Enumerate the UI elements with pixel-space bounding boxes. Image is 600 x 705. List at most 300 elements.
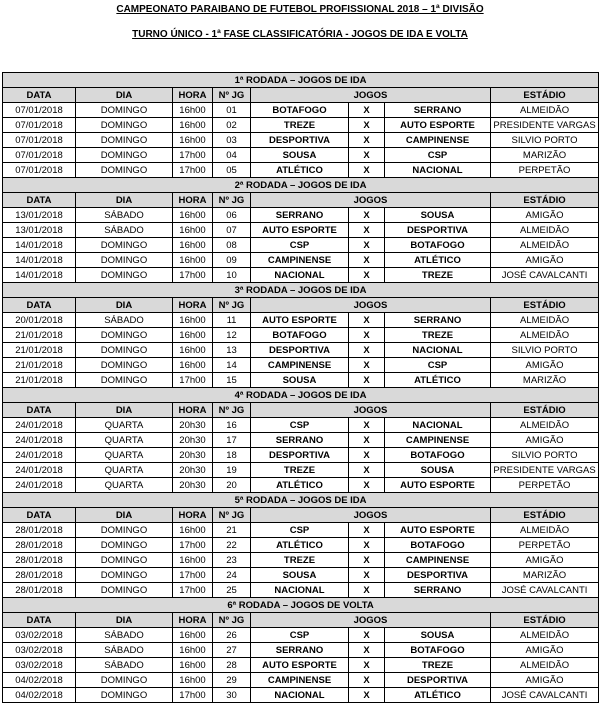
game-number: 04: [213, 148, 251, 163]
game-time: 17h00: [173, 148, 213, 163]
stadium: MARIZÃO: [491, 373, 599, 388]
game-day: DOMINGO: [76, 133, 173, 148]
game-number: 03: [213, 133, 251, 148]
game-time: 20h30: [173, 478, 213, 493]
versus: X: [349, 478, 385, 493]
game-row: [3, 253, 599, 268]
game-time: 16h00: [173, 238, 213, 253]
game-day: DOMINGO: [76, 568, 173, 583]
game-date: 07/01/2018: [3, 148, 76, 163]
game-time: 16h00: [173, 223, 213, 238]
away-team: AUTO ESPORTE: [385, 118, 491, 133]
game-day: SÁBADO: [76, 208, 173, 223]
game-row: [3, 103, 599, 118]
game-number: 30: [213, 688, 251, 703]
header-dia: DIA: [76, 403, 173, 418]
game-row: [3, 433, 599, 448]
versus: X: [349, 148, 385, 163]
stadium: ALMEIDÃO: [491, 328, 599, 343]
stadium: AMIGÃO: [491, 358, 599, 373]
away-team: TREZE: [385, 658, 491, 673]
column-header-row: [3, 88, 599, 103]
home-team: NACIONAL: [251, 688, 349, 703]
game-number: 26: [213, 628, 251, 643]
versus: X: [349, 223, 385, 238]
stadium: SILVIO PORTO: [491, 133, 599, 148]
round-title: 5ª RODADA – JOGOS DE IDA: [3, 493, 599, 508]
home-team: NACIONAL: [251, 583, 349, 598]
versus: X: [349, 433, 385, 448]
stadium: PRESIDENTE VARGAS: [491, 463, 599, 478]
game-number: 18: [213, 448, 251, 463]
stadium: ALMEIDÃO: [491, 418, 599, 433]
stadium: PRESIDENTE VARGAS: [491, 118, 599, 133]
versus: X: [349, 118, 385, 133]
home-team: CSP: [251, 628, 349, 643]
game-day: QUARTA: [76, 433, 173, 448]
game-date: 07/01/2018: [3, 118, 76, 133]
game-day: DOMINGO: [76, 343, 173, 358]
home-team: CAMPINENSE: [251, 358, 349, 373]
header-jg: Nº JG: [213, 508, 251, 523]
game-row: [3, 328, 599, 343]
home-team: SERRANO: [251, 643, 349, 658]
away-team: AUTO ESPORTE: [385, 478, 491, 493]
versus: X: [349, 343, 385, 358]
stadium: ALMEIDÃO: [491, 103, 599, 118]
away-team: CSP: [385, 358, 491, 373]
versus: X: [349, 628, 385, 643]
game-number: 15: [213, 373, 251, 388]
game-day: DOMINGO: [76, 103, 173, 118]
game-number: 20: [213, 478, 251, 493]
away-team: DESPORTIVA: [385, 223, 491, 238]
game-row: [3, 688, 599, 703]
home-team: CSP: [251, 523, 349, 538]
stadium: AMIGÃO: [491, 208, 599, 223]
round-title-row: [3, 178, 599, 193]
column-header-row: [3, 193, 599, 208]
column-header-row: [3, 298, 599, 313]
game-number: 23: [213, 553, 251, 568]
game-row: [3, 343, 599, 358]
game-number: 12: [213, 328, 251, 343]
header-hora: HORA: [173, 88, 213, 103]
header-dia: DIA: [76, 298, 173, 313]
round-title-row: [3, 73, 599, 88]
game-time: 16h00: [173, 643, 213, 658]
game-date: 24/01/2018: [3, 418, 76, 433]
game-row: [3, 418, 599, 433]
game-row: [3, 358, 599, 373]
versus: X: [349, 313, 385, 328]
versus: X: [349, 643, 385, 658]
game-time: 20h30: [173, 433, 213, 448]
game-date: 14/01/2018: [3, 253, 76, 268]
game-date: 21/01/2018: [3, 343, 76, 358]
stadium: AMIGÃO: [491, 253, 599, 268]
stadium: AMIGÃO: [491, 433, 599, 448]
away-team: BOTAFOGO: [385, 238, 491, 253]
game-row: [3, 568, 599, 583]
home-team: ATLÉTICO: [251, 538, 349, 553]
game-day: DOMINGO: [76, 253, 173, 268]
game-row: [3, 478, 599, 493]
game-row: [3, 118, 599, 133]
game-number: 07: [213, 223, 251, 238]
header-data: DATA: [3, 193, 76, 208]
game-time: 20h30: [173, 418, 213, 433]
home-team: AUTO ESPORTE: [251, 313, 349, 328]
stadium: PERPETÃO: [491, 478, 599, 493]
game-day: DOMINGO: [76, 328, 173, 343]
header-estadio: ESTÁDIO: [491, 403, 599, 418]
game-number: 27: [213, 643, 251, 658]
versus: X: [349, 673, 385, 688]
header-jogos: JOGOS: [251, 298, 491, 313]
game-time: 16h00: [173, 253, 213, 268]
game-date: 04/02/2018: [3, 673, 76, 688]
game-time: 20h30: [173, 463, 213, 478]
game-date: 13/01/2018: [3, 208, 76, 223]
home-team: DESPORTIVA: [251, 133, 349, 148]
versus: X: [349, 253, 385, 268]
game-time: 16h00: [173, 328, 213, 343]
game-time: 16h00: [173, 343, 213, 358]
header-data: DATA: [3, 403, 76, 418]
away-team: SERRANO: [385, 103, 491, 118]
game-number: 22: [213, 538, 251, 553]
game-day: SÁBADO: [76, 628, 173, 643]
game-time: 17h00: [173, 373, 213, 388]
versus: X: [349, 328, 385, 343]
game-number: 02: [213, 118, 251, 133]
home-team: TREZE: [251, 553, 349, 568]
game-day: SÁBADO: [76, 313, 173, 328]
game-date: 03/02/2018: [3, 658, 76, 673]
versus: X: [349, 523, 385, 538]
versus: X: [349, 658, 385, 673]
game-row: [3, 223, 599, 238]
game-date: 04/02/2018: [3, 688, 76, 703]
game-date: 13/01/2018: [3, 223, 76, 238]
stadium: PERPETÃO: [491, 538, 599, 553]
game-row: [3, 313, 599, 328]
game-time: 17h00: [173, 268, 213, 283]
home-team: AUTO ESPORTE: [251, 658, 349, 673]
game-row: [3, 523, 599, 538]
header-data: DATA: [3, 613, 76, 628]
game-date: 03/02/2018: [3, 643, 76, 658]
home-team: BOTAFOGO: [251, 328, 349, 343]
header-jg: Nº JG: [213, 613, 251, 628]
game-time: 16h00: [173, 208, 213, 223]
stadium: AMIGÃO: [491, 673, 599, 688]
game-date: 07/01/2018: [3, 163, 76, 178]
game-date: 28/01/2018: [3, 553, 76, 568]
game-day: QUARTA: [76, 418, 173, 433]
away-team: CAMPINENSE: [385, 433, 491, 448]
away-team: BOTAFOGO: [385, 643, 491, 658]
home-team: TREZE: [251, 118, 349, 133]
game-row: [3, 538, 599, 553]
page-subtitle: TURNO ÚNICO - 1ª FASE CLASSIFICATÓRIA - JOGOS DE IDA E VOLTA: [132, 29, 468, 40]
stadium: ALMEIDÃO: [491, 658, 599, 673]
versus: X: [349, 418, 385, 433]
game-time: 17h00: [173, 538, 213, 553]
game-date: 21/01/2018: [3, 328, 76, 343]
game-row: [3, 238, 599, 253]
away-team: DESPORTIVA: [385, 673, 491, 688]
away-team: NACIONAL: [385, 163, 491, 178]
game-number: 09: [213, 253, 251, 268]
game-row: [3, 463, 599, 478]
game-day: SÁBADO: [76, 643, 173, 658]
game-time: 16h00: [173, 673, 213, 688]
game-day: DOMINGO: [76, 148, 173, 163]
game-row: [3, 133, 599, 148]
schedule-table: [2, 72, 599, 703]
game-row: [3, 553, 599, 568]
away-team: NACIONAL: [385, 343, 491, 358]
stadium: SILVIO PORTO: [491, 343, 599, 358]
game-date: 28/01/2018: [3, 523, 76, 538]
stadium: ALMEIDÃO: [491, 628, 599, 643]
stadium: JOSÉ CAVALCANTI: [491, 688, 599, 703]
game-row: [3, 163, 599, 178]
home-team: SOUSA: [251, 568, 349, 583]
home-team: NACIONAL: [251, 268, 349, 283]
versus: X: [349, 448, 385, 463]
header-dia: DIA: [76, 508, 173, 523]
round-title: 1ª RODADA – JOGOS DE IDA: [3, 73, 599, 88]
game-row: [3, 583, 599, 598]
header-jogos: JOGOS: [251, 613, 491, 628]
game-day: QUARTA: [76, 463, 173, 478]
away-team: TREZE: [385, 328, 491, 343]
home-team: TREZE: [251, 463, 349, 478]
game-number: 21: [213, 523, 251, 538]
game-number: 05: [213, 163, 251, 178]
home-team: CAMPINENSE: [251, 253, 349, 268]
stadium: JOSÉ CAVALCANTI: [491, 583, 599, 598]
round-title-row: [3, 493, 599, 508]
home-team: SOUSA: [251, 373, 349, 388]
header-jogos: JOGOS: [251, 193, 491, 208]
game-row: [3, 448, 599, 463]
header-hora: HORA: [173, 403, 213, 418]
game-number: 19: [213, 463, 251, 478]
game-day: SÁBADO: [76, 223, 173, 238]
header-hora: HORA: [173, 193, 213, 208]
game-date: 07/01/2018: [3, 103, 76, 118]
game-time: 16h00: [173, 313, 213, 328]
header-jg: Nº JG: [213, 88, 251, 103]
header-jg: Nº JG: [213, 298, 251, 313]
home-team: BOTAFOGO: [251, 103, 349, 118]
away-team: SOUSA: [385, 463, 491, 478]
round-title: 4ª RODADA – JOGOS DE IDA: [3, 388, 599, 403]
column-header-row: [3, 613, 599, 628]
away-team: SOUSA: [385, 208, 491, 223]
away-team: SERRANO: [385, 313, 491, 328]
game-date: 14/01/2018: [3, 238, 76, 253]
header-estadio: ESTÁDIO: [491, 193, 599, 208]
stadium: ALMEIDÃO: [491, 523, 599, 538]
game-day: DOMINGO: [76, 373, 173, 388]
game-date: 20/01/2018: [3, 313, 76, 328]
game-time: 20h30: [173, 448, 213, 463]
game-date: 24/01/2018: [3, 478, 76, 493]
game-time: 17h00: [173, 583, 213, 598]
away-team: DESPORTIVA: [385, 568, 491, 583]
stadium: AMIGÃO: [491, 553, 599, 568]
away-team: AUTO ESPORTE: [385, 523, 491, 538]
header-estadio: ESTÁDIO: [491, 508, 599, 523]
game-time: 16h00: [173, 133, 213, 148]
game-row: [3, 208, 599, 223]
game-date: 24/01/2018: [3, 448, 76, 463]
header-data: DATA: [3, 508, 76, 523]
away-team: ATLÉTICO: [385, 373, 491, 388]
home-team: DESPORTIVA: [251, 343, 349, 358]
stadium: PERPETÃO: [491, 163, 599, 178]
round-title: 2ª RODADA – JOGOS DE IDA: [3, 178, 599, 193]
round-title-row: [3, 388, 599, 403]
game-date: 07/01/2018: [3, 133, 76, 148]
game-row: [3, 643, 599, 658]
game-row: [3, 628, 599, 643]
column-header-row: [3, 508, 599, 523]
game-day: QUARTA: [76, 448, 173, 463]
away-team: CAMPINENSE: [385, 553, 491, 568]
game-number: 01: [213, 103, 251, 118]
game-time: 16h00: [173, 628, 213, 643]
home-team: ATLÉTICO: [251, 163, 349, 178]
away-team: NACIONAL: [385, 418, 491, 433]
game-date: 28/01/2018: [3, 568, 76, 583]
game-time: 17h00: [173, 568, 213, 583]
header-estadio: ESTÁDIO: [491, 613, 599, 628]
game-time: 16h00: [173, 358, 213, 373]
stadium: ALMEIDÃO: [491, 223, 599, 238]
home-team: CSP: [251, 238, 349, 253]
header-jg: Nº JG: [213, 403, 251, 418]
round-title: 3ª RODADA – JOGOS DE IDA: [3, 283, 599, 298]
header-data: DATA: [3, 88, 76, 103]
game-date: 24/01/2018: [3, 463, 76, 478]
round-title-row: [3, 598, 599, 613]
page-title: CAMPEONATO PARAIBANO DE FUTEBOL PROFISSIONAL 2018 – 1ª DIVISÃO: [116, 4, 484, 15]
home-team: SERRANO: [251, 433, 349, 448]
game-day: QUARTA: [76, 478, 173, 493]
versus: X: [349, 553, 385, 568]
game-day: DOMINGO: [76, 163, 173, 178]
column-header-row: [3, 403, 599, 418]
round-title-row: [3, 283, 599, 298]
game-time: 16h00: [173, 523, 213, 538]
game-number: 06: [213, 208, 251, 223]
game-time: 17h00: [173, 163, 213, 178]
home-team: SOUSA: [251, 148, 349, 163]
home-team: CAMPINENSE: [251, 673, 349, 688]
header-estadio: ESTÁDIO: [491, 298, 599, 313]
home-team: SERRANO: [251, 208, 349, 223]
schedule-table-wrapper: [2, 72, 598, 703]
game-row: [3, 373, 599, 388]
game-date: 14/01/2018: [3, 268, 76, 283]
stadium: MARIZÃO: [491, 568, 599, 583]
game-number: 29: [213, 673, 251, 688]
game-row: [3, 673, 599, 688]
away-team: ATLÉTICO: [385, 253, 491, 268]
header-jg: Nº JG: [213, 193, 251, 208]
versus: X: [349, 373, 385, 388]
game-number: 24: [213, 568, 251, 583]
stadium: ALMEIDÃO: [491, 238, 599, 253]
header-dia: DIA: [76, 88, 173, 103]
away-team: BOTAFOGO: [385, 448, 491, 463]
game-date: 28/01/2018: [3, 538, 76, 553]
header-data: DATA: [3, 298, 76, 313]
home-team: AUTO ESPORTE: [251, 223, 349, 238]
game-day: DOMINGO: [76, 553, 173, 568]
home-team: CSP: [251, 418, 349, 433]
game-time: 16h00: [173, 553, 213, 568]
game-number: 28: [213, 658, 251, 673]
game-day: DOMINGO: [76, 523, 173, 538]
game-time: 17h00: [173, 688, 213, 703]
versus: X: [349, 268, 385, 283]
header-jogos: JOGOS: [251, 88, 491, 103]
game-number: 11: [213, 313, 251, 328]
home-team: DESPORTIVA: [251, 448, 349, 463]
header-dia: DIA: [76, 193, 173, 208]
away-team: SOUSA: [385, 628, 491, 643]
versus: X: [349, 688, 385, 703]
header-hora: HORA: [173, 508, 213, 523]
game-row: [3, 148, 599, 163]
game-row: [3, 268, 599, 283]
game-day: DOMINGO: [76, 673, 173, 688]
stadium: SILVIO PORTO: [491, 448, 599, 463]
round-title: 6ª RODADA – JOGOS DE VOLTA: [3, 598, 599, 613]
game-number: 25: [213, 583, 251, 598]
versus: X: [349, 133, 385, 148]
versus: X: [349, 463, 385, 478]
versus: X: [349, 568, 385, 583]
header-hora: HORA: [173, 298, 213, 313]
away-team: CAMPINENSE: [385, 133, 491, 148]
game-day: DOMINGO: [76, 268, 173, 283]
away-team: BOTAFOGO: [385, 538, 491, 553]
game-time: 16h00: [173, 103, 213, 118]
versus: X: [349, 208, 385, 223]
game-number: 10: [213, 268, 251, 283]
home-team: ATLÉTICO: [251, 478, 349, 493]
away-team: TREZE: [385, 268, 491, 283]
versus: X: [349, 538, 385, 553]
game-time: 16h00: [173, 118, 213, 133]
game-day: DOMINGO: [76, 118, 173, 133]
game-day: DOMINGO: [76, 538, 173, 553]
versus: X: [349, 238, 385, 253]
stadium: ALMEIDÃO: [491, 313, 599, 328]
away-team: ATLÉTICO: [385, 688, 491, 703]
stadium: AMIGÃO: [491, 643, 599, 658]
game-number: 16: [213, 418, 251, 433]
away-team: SERRANO: [385, 583, 491, 598]
